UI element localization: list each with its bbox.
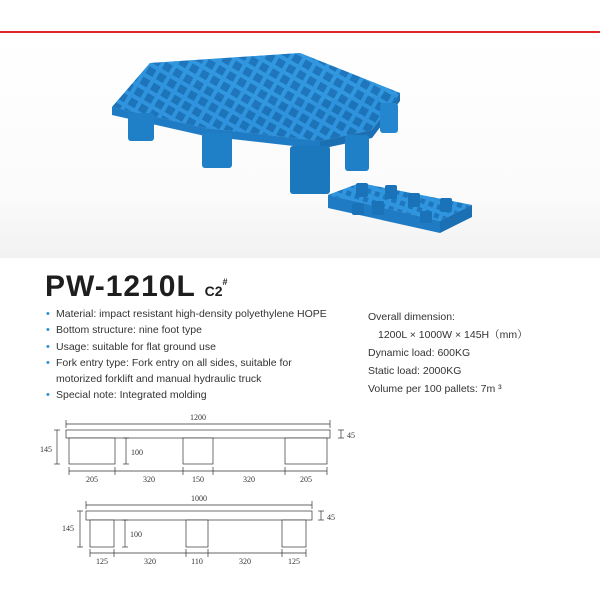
d1-seg-4: 320 [243, 475, 255, 484]
d2-seg-2: 320 [144, 557, 156, 566]
drawing-1000 [77, 501, 324, 557]
d2-foot-height-label: 100 [130, 530, 142, 539]
drawing-1200 [54, 420, 344, 475]
d2-height-label: 145 [62, 524, 74, 533]
d2-seg-5: 125 [288, 557, 300, 566]
spec-special-note: • Special note: Integrated molding [46, 387, 366, 403]
spec-bottom-structure: • Bottom structure: nine foot type [46, 322, 366, 338]
d1-length-label: 1200 [190, 413, 206, 422]
d2-seg-1: 125 [96, 557, 108, 566]
model-number: PW-1210L [45, 270, 196, 303]
d2-seg-3: 110 [191, 557, 203, 566]
d2-length-label: 1000 [191, 494, 207, 503]
d1-seg-3: 150 [192, 475, 204, 484]
d1-height-label: 145 [40, 445, 52, 454]
model-mark: # [222, 277, 229, 287]
volume-per-100: Volume per 100 pallets: 7m ³ [368, 383, 502, 395]
spec-material: • Material: impact resistant high-density polyethylene HOPE [46, 306, 366, 322]
d1-seg-2: 320 [143, 475, 155, 484]
overall-dimension-label: Overall dimension: [368, 311, 455, 323]
static-load: Static load: 2000KG [368, 365, 462, 377]
d1-seg-5: 205 [300, 475, 312, 484]
overall-dimension-value: 1200L × 1000W × 145H（mm） [378, 329, 528, 341]
d2-seg-4: 320 [239, 557, 251, 566]
d1-foot-height-label: 100 [131, 448, 143, 457]
d2-deck-label: 45 [327, 513, 335, 522]
d1-deck-label: 45 [347, 431, 355, 440]
d1-seg-1: 205 [86, 475, 98, 484]
spec-fork-entry: • Fork entry type: Fork entry on all sides, suitable for [46, 355, 366, 371]
spec-usage: • Usage: suitable for flat ground use [46, 339, 366, 355]
dynamic-load: Dynamic load: 600KG [368, 347, 471, 359]
spec-fork-entry-cont: motorized forklift and manual hydraulic truck [56, 373, 262, 386]
model-suffix: C2 [204, 283, 223, 299]
